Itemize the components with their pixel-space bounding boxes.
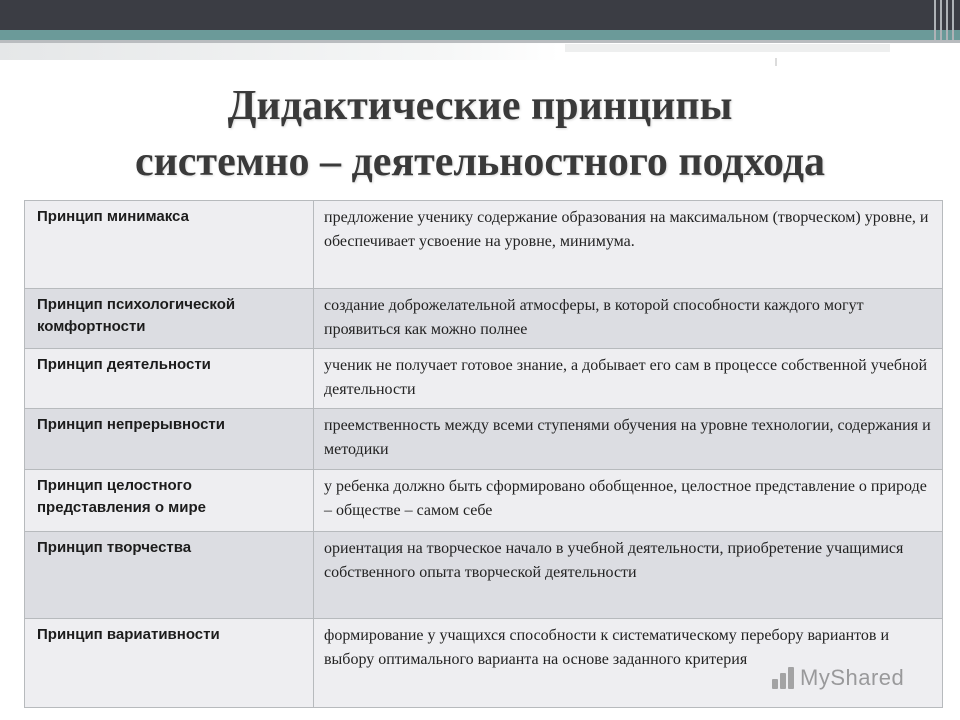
decor-vertical-lines: [930, 0, 960, 40]
principle-description: ориентация на творческое начало в учебной деятельности, приобретение учащимися собственного опыта творческой деятельности: [314, 532, 943, 619]
decor-fade: [0, 43, 560, 60]
watermark-text: MyShared: [800, 665, 905, 690]
principle-name: Принцип деятельности: [25, 349, 314, 409]
principle-description: предложение ученику содержание образования на максимальном (творческом) уровне, и обеспечивает усвоение на уровне, минимума.: [314, 201, 943, 289]
title-line-2: системно – деятельностного подхода: [134, 139, 826, 185]
table-row: [25, 619, 943, 708]
decor-tick: [775, 58, 777, 66]
principle-name: Принцип непрерывности: [25, 409, 314, 470]
table-row: [25, 289, 943, 349]
slide-title: [0, 78, 960, 190]
principles-table: [24, 200, 943, 708]
principle-name: Принцип психологической комфортности: [25, 289, 314, 349]
table-row: [25, 201, 943, 289]
decor-fade: [565, 44, 890, 52]
principle-name: Принцип целостного представления о мире: [25, 470, 314, 532]
principle-name: Принцип творчества: [25, 532, 314, 619]
table-row: [25, 470, 943, 532]
principle-description: у ребенка должно быть сформировано обобщенное, целостное представление о природе – обществе – самом себе: [314, 470, 943, 532]
title-line-1: Дидактические принципы: [227, 83, 733, 129]
principle-description: формирование у учащихся способности к систематическому перебору вариантов и выбору оптимального варианта на основе заданного критерия: [314, 619, 943, 708]
principle-description: создание доброжелательной атмосферы, в которой способности каждого могут проявиться как можно полнее: [314, 289, 943, 349]
principle-description: ученик не получает готовое знание, а добывает его сам в процессе собственной учебной деятельности: [314, 349, 943, 409]
watermark: [772, 664, 932, 692]
bar-chart-icon: [772, 667, 796, 689]
table-row: [25, 532, 943, 619]
table-row: [25, 349, 943, 409]
principle-name: Принцип вариативности: [25, 619, 314, 708]
top-bar: [0, 0, 960, 30]
principle-description: преемственность между всеми ступенями обучения на уровне технологии, содержания и методики: [314, 409, 943, 470]
principle-name: Принцип минимакса: [25, 201, 314, 289]
table-row: [25, 409, 943, 470]
accent-stripe: [0, 30, 960, 40]
